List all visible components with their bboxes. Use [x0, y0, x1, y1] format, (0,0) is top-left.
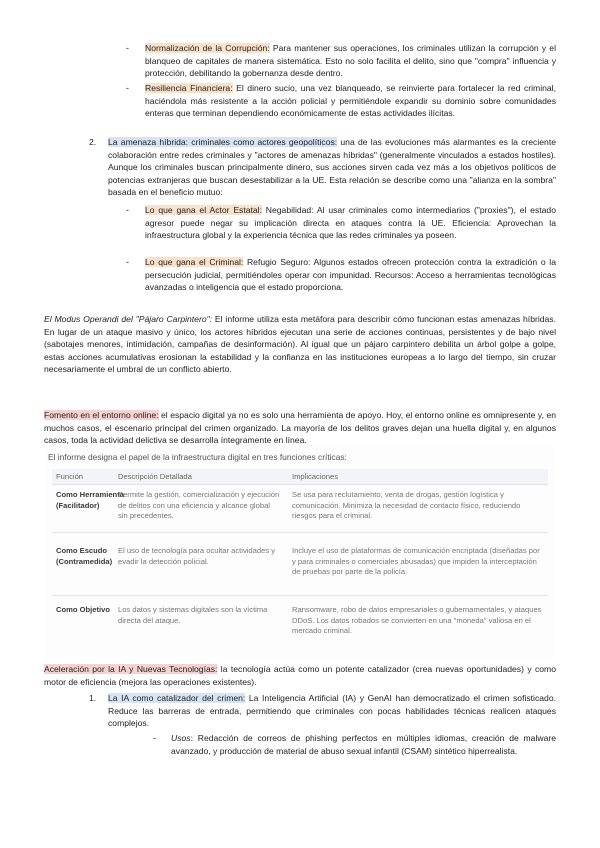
table-row — [52, 533, 548, 596]
corruption-label: Normalización de la Corrupción: — [145, 43, 270, 53]
table-title: El informe designa el papel de la infraestructura digital en tres funciones críticas: — [48, 452, 347, 462]
online-text: el espacio digital ya no es solo una herramienta de apoyo. Hoy, el entorno online es omnipresente y, en muchos casos, el escenario principal del crimen organizado. La mayoría de los delitos graves dejan una huella digital y, en algunos casos, toda la actividad delictiva se desarrolla íntegramente en línea. — [44, 410, 556, 445]
ai-catalyst-label: La IA como catalizador del crimen: — [108, 693, 246, 703]
row-implicaciones: Se usa para reclutamiento, venta de drogas, gestión logística y comunicación. Minimiza la necesidad de contacto físico, reduciendo riesgos para el criminal. — [292, 490, 521, 520]
ai-acceleration-paragraph — [44, 663, 556, 688]
bullet-dash: - — [126, 205, 129, 215]
row-implicaciones: Incluye el uso de plataformas de comunicación encriptada (diseñadas por y para criminales o comerciales abusadas) que impiden la interceptación de pruebas por parte de la policía. — [292, 546, 540, 576]
row-funcion: Como Objetivo — [56, 605, 111, 614]
row-descripcion: El uso de tecnología para ocultar actividades y evadir la detección policial. — [118, 546, 276, 566]
digital-roles-table-figure — [46, 447, 554, 657]
corruption-text: Para mantener sus operaciones, los criminales utilizan la corrupción y el blanqueo de capitales de manera sistemática. Esto no solo facilita el delito, sino que "compra" influencia y protección, debilitando la gobernanza desde dentro. — [145, 43, 556, 78]
header-implicaciones: Implicaciones — [292, 472, 339, 481]
resilience-paragraph — [145, 82, 556, 120]
ai-catalyst-text: La Inteligencia Artificial (IA) y GenAI han democratizado el crimen sofisticado. Reduce las barreras de entrada, permitiendo que criminales con pocas habilidades técnicas realicen ataques complejos. — [108, 693, 556, 728]
bullet-dash: - — [126, 83, 129, 93]
header-descripcion: Descripción Detallada — [118, 472, 192, 481]
hybrid-threat-paragraph — [108, 136, 556, 199]
woodpecker-text: El informe utiliza esta metáfora para describir cómo funcionan estas amenazas híbridas. En lugar de un ataque masivo y único, los actores híbridos ejecutan una serie de acciones continuas, persistentes y de bajo nivel (sabotajes menores, intimidación, campañas de desinformación). Al igual que un pájaro carpintero debilita un árbol golpe a golpe, estas acciones acumulativas erosionan la estabilidad y la confianza en las instituciones europeas a lo largo del tiempo, sin cruzar necesariamente el umbral de un conflicto abierto. — [44, 314, 556, 374]
criminal-gain-paragraph — [145, 256, 556, 294]
state-actor-label: Lo que gana el Actor Estatal: — [145, 205, 262, 215]
row-descripcion: Permite la gestión, comercialización y ejecución de delitos con una eficiencia y alcance global sin precedentes. — [118, 490, 280, 520]
uses-paragraph — [171, 732, 556, 757]
woodpecker-label: El Modus Operandi del "Pájaro Carpintero": — [44, 314, 213, 324]
hybrid-threat-text: una de las evoluciones más alarmantes es la creciente colaboración entre redes criminales y "actores de amenazas híbridas" (generalmente vinculados a estados hostiles). Aunque los criminales buscan principalmente dinero, sus acciones sirven cada vez más a los objetivos políticos de potencias extranjeras que buscan desestabilizar a la UE. Esta relación se describe como una "alianza en la sombra" basada en el beneficio mutuo: — [108, 137, 556, 197]
resilience-label: Resiliencia Financiera: — [145, 83, 233, 93]
criminal-gain-label: Lo que gana el Criminal: — [145, 257, 244, 267]
table-row — [52, 596, 548, 656]
uses-label: Usos — [171, 733, 191, 743]
bullet-dash: - — [153, 733, 156, 743]
header-funcion: Función — [56, 472, 84, 481]
row-funcion: Como Herramienta (Facilitador) — [56, 490, 124, 510]
woodpecker-paragraph — [44, 313, 556, 376]
uses-text: : Redacción de correos de phishing perfectos en múltiples idiomas, creación de malware avanzado, y producción de material de abuso sexual infantil (CSAM) sintético hiperrealista. — [171, 733, 556, 756]
state-actor-paragraph — [145, 204, 556, 242]
row-descripcion: Los datos y sistemas digitales son la víctima directa del ataque. — [118, 605, 268, 625]
ai-catalyst-paragraph — [108, 692, 556, 730]
hybrid-threat-label: La amenaza híbrida: criminales como actores geopolíticos: — [108, 137, 338, 147]
ai-acceleration-label: Aceleración por la IA y Nuevas Tecnologías: — [44, 664, 218, 674]
bullet-dash: - — [126, 43, 129, 53]
resilience-text: El dinero sucio, una vez blanqueado, se reinvierte para fortalecer la red criminal, haciéndola más resistente a la acción policial y permitiéndole expandir su dominio sobre comunidades enteras que terminan dependiendo económicamente de estas actividades ilícitas. — [145, 83, 556, 118]
list-number-2: 2. — [89, 137, 97, 147]
corruption-paragraph — [145, 42, 556, 80]
state-actor-text: Negabilidad: Al usar criminales como intermediarios ("proxies"), el estado agresor puede negar su implicación directa en ataques contra la UE. Eficiencia: Aprovechan la infraestructura global y la experiencia técnica que las redes criminales ya poseen. — [145, 205, 556, 240]
criminal-gain-text: Refugio Seguro: Algunos estados ofrecen protección contra la extradición o la persecución judicial, permitiéndoles operar con impunidad. Recursos: Acceso a herramientas tecnológicas avanzadas o inteligencia que el estado proporciona. — [145, 257, 556, 292]
ai-acceleration-text: la tecnología actúa como un potente catalizador (crea nuevas oportunidades) y como motor de eficiencia (mejora las operaciones existentes). — [44, 664, 556, 687]
row-funcion: Como Escudo (Contramedida) — [56, 546, 113, 566]
list-number-1: 1. — [89, 693, 97, 703]
table-header-row — [52, 469, 548, 485]
online-paragraph — [44, 409, 556, 447]
row-implicaciones: Ransomware, robo de datos empresariales o gubernamentales, y ataques DDoS. Los datos robados se convierten en una "moneda" valiosa en el mercado criminal. — [292, 605, 542, 635]
online-label: Fomento en el entorno online: — [44, 410, 159, 420]
bullet-dash: - — [126, 257, 129, 267]
table-row — [52, 485, 548, 533]
